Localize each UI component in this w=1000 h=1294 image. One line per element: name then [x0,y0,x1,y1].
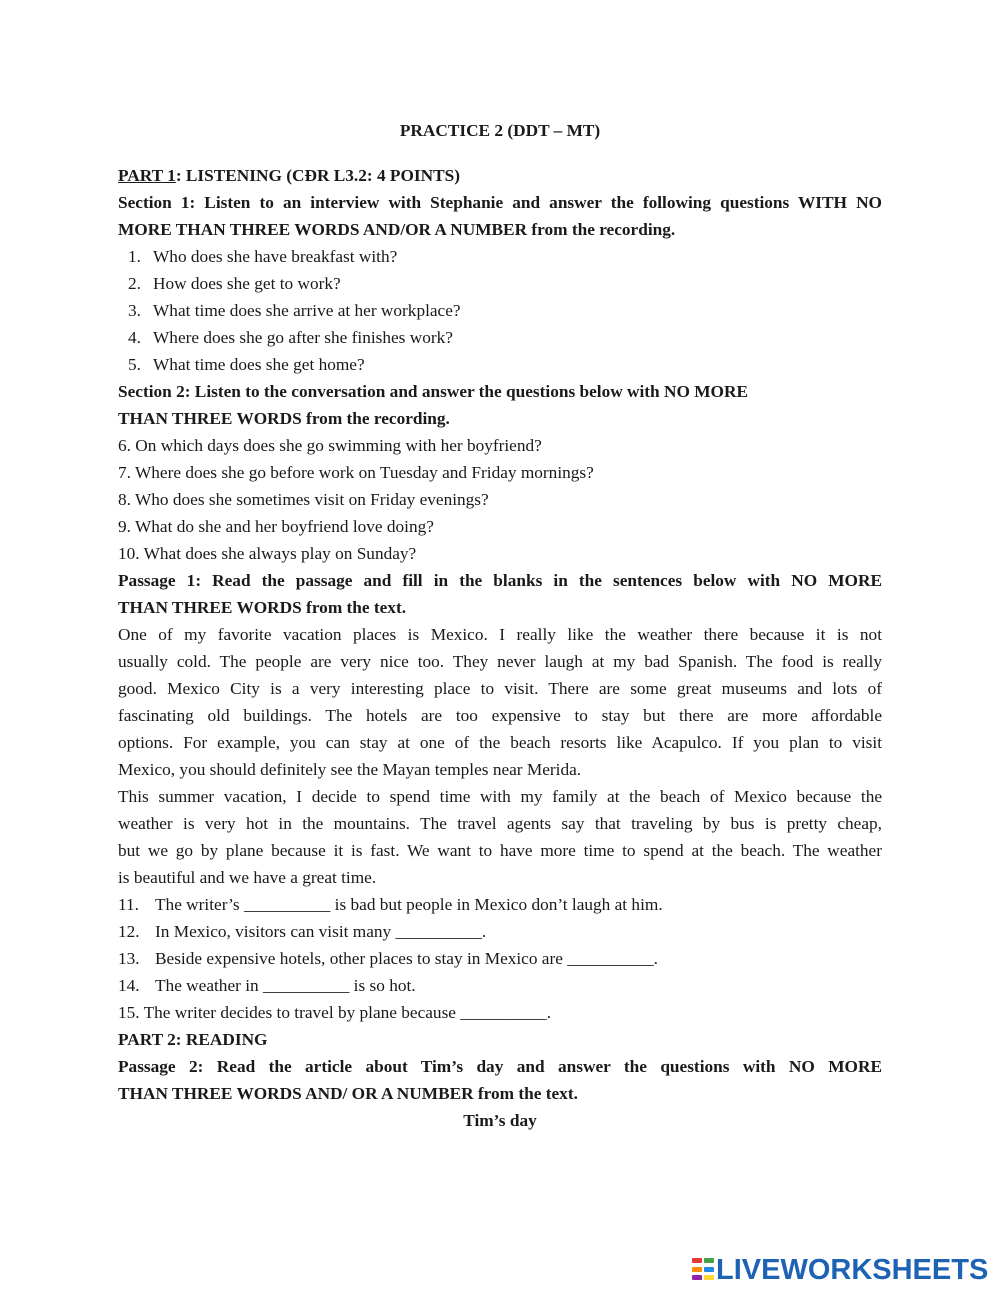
question-12: 12. In Mexico, visitors can visit many __________. [118,922,487,941]
section1-questions [118,243,882,378]
section1-instruction-line1: Section 1: Listen to an interview with Stephanie and answer the following questions WITH NO [118,193,882,212]
passage-line: fascinating old buildings. The hotels are too expensive to stay but there are more affordable [118,706,882,725]
passage-line: Mexico, you should definitely see the Mayan temples near Merida. [118,760,582,779]
question-11: 11. The writer’s __________ is bad but people in Mexico don’t laugh at him. [118,895,663,914]
passage-line: One of my favorite vacation places is Mexico. I really like the weather there because it is not [118,625,882,644]
passage-line: usually cold. The people are very nice too. They never laugh at my bad Spanish. The food is really [118,652,882,671]
passage-line: This summer vacation, I decide to spend time with my family at the beach of Mexico because the [118,787,882,806]
question-5: 5. What time does she get home? [128,355,365,374]
question-8: 8. Who does she sometimes visit on Friday evenings? [118,490,489,509]
passage2-title: Tim’s day [463,1111,537,1130]
question-14: 14. The weather in __________ is so hot. [118,976,416,995]
question-4: 4. Where does she go after she finishes work? [128,328,453,347]
section2-instruction-line1: Section 2: Listen to the conversation and answer the questions below with NO MORE [118,382,748,401]
passage-line: weather is very hot in the mountains. The travel agents say that traveling by bus is pretty cheap, [118,814,882,833]
question-15: 15. The writer decides to travel by plane because __________. [118,1003,552,1022]
passage-line: but we go by plane because it is fast. We want to have more time to spend at the beach. The weather [118,841,882,860]
worksheet-page [118,117,882,1134]
question-7: 7. Where does she go before work on Tuesday and Friday mornings? [118,463,594,482]
passage2-instruction-line2: THAN THREE WORDS AND/ OR A NUMBER from the text. [118,1084,578,1103]
question-10: 10. What does she always play on Sunday? [118,544,417,563]
question-6: 6. On which days does she go swimming with her boyfriend? [118,436,542,455]
passage-line: is beautiful and we have a great time. [118,868,377,887]
part1-heading [118,162,882,189]
logo-grid-icon [692,1258,714,1282]
question-13: 13. Beside expensive hotels, other places to stay in Mexico are __________. [118,949,658,968]
logo-block [704,1275,714,1280]
passage-line: good. Mexico City is a very interesting place to visit. There are some great museums and lots of [118,679,882,698]
logo-block [692,1275,702,1280]
passage1-instruction-line1: Passage 1: Read the passage and fill in the blanks in the sentences below with NO MORE [118,571,882,590]
passage1-paragraph2 [118,783,882,891]
part1-rest: : LISTENING (CĐR L3.2: 4 POINTS) [175,166,461,185]
logo-block [692,1258,702,1263]
passage-line: options. For example, you can stay at one of the beach resorts like Acapulco. If you plan to visit [118,733,882,752]
part1-label: PART 1 [118,166,176,185]
logo-block [704,1267,714,1272]
passage1-instruction-line2: THAN THREE WORDS from the text. [118,598,407,617]
part2-heading: PART 2: READING [118,1030,268,1049]
logo-block [704,1258,714,1263]
question-2: 2. How does she get to work? [128,274,341,293]
passage1-paragraph1 [118,621,882,783]
question-3: 3. What time does she arrive at her workplace? [128,301,461,320]
section2-instruction-line2: THAN THREE WORDS from the recording. [118,409,450,428]
page-title: PRACTICE 2 (DDT – MT) [399,121,601,140]
section1-instruction-line2: MORE THAN THREE WORDS AND/OR A NUMBER from the recording. [118,220,676,239]
question-9: 9. What do she and her boyfriend love doing? [118,517,434,536]
passage2-instruction-line1: Passage 2: Read the article about Tim’s day and answer the questions with NO MORE [118,1057,882,1076]
logo-text: LIVEWORKSHEETS [716,1254,989,1286]
liveworksheets-logo [692,1256,988,1284]
question-1: 1. Who does she have breakfast with? [128,247,398,266]
logo-block [692,1267,702,1272]
passage1-questions [118,891,882,999]
